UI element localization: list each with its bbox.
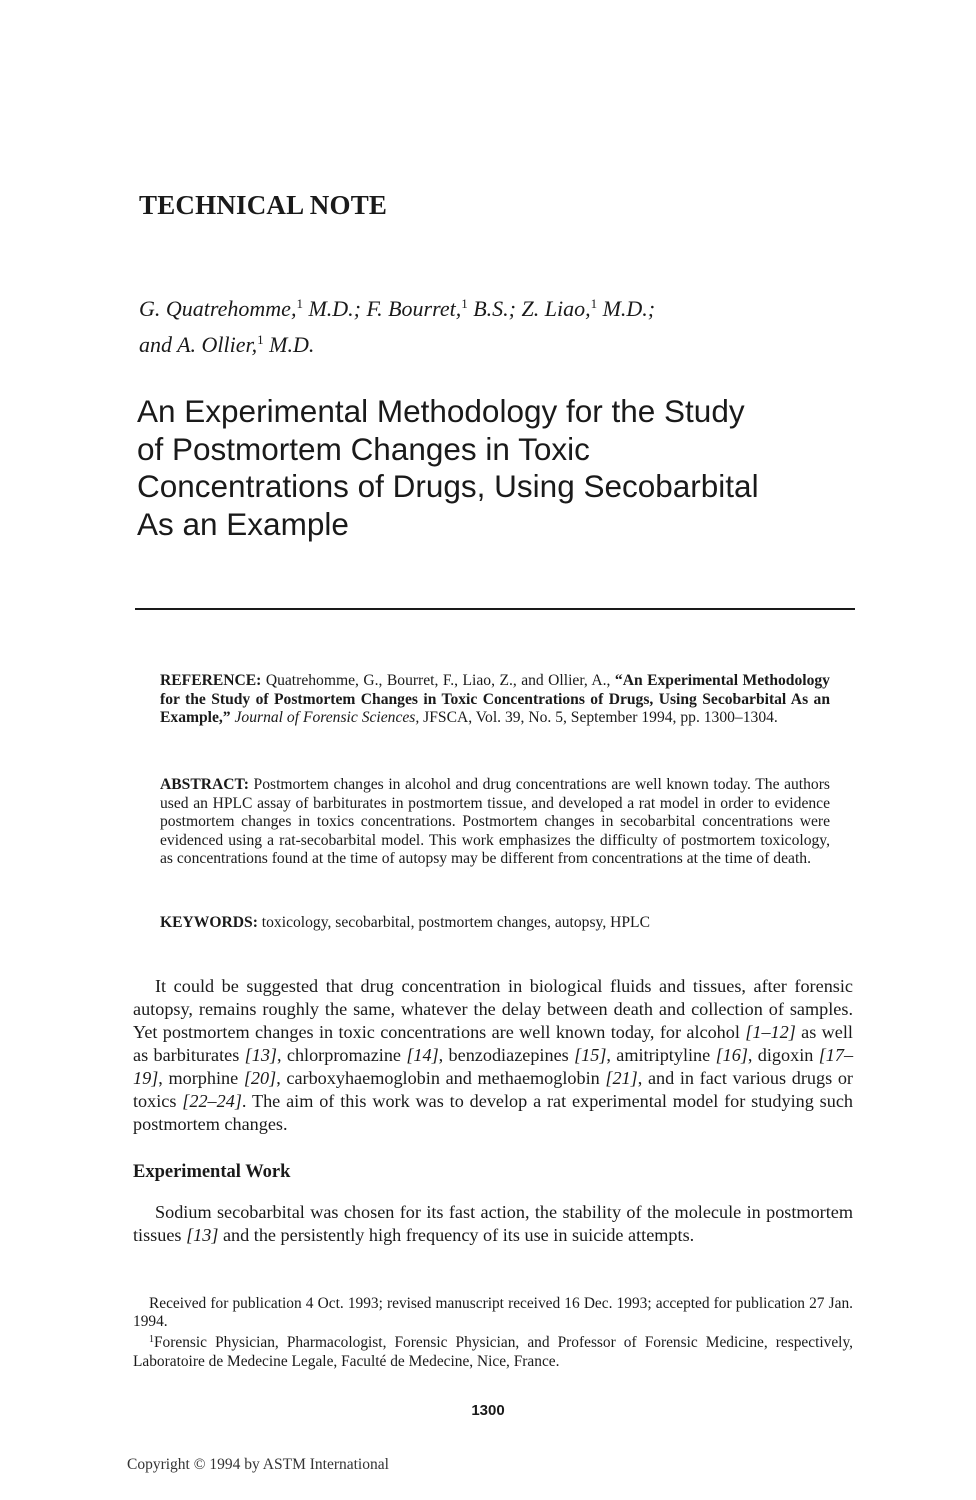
reference-authors: Quatrehomme, G., Bourret, F., Liao, Z., and Ollier, A., bbox=[261, 672, 615, 689]
affiliation-footnote bbox=[133, 1331, 853, 1370]
author-name: F. Bourret, bbox=[360, 296, 462, 321]
affiliation-marker: 1 bbox=[257, 332, 264, 347]
author-name: and A. Ollier, bbox=[139, 332, 258, 357]
citation: [15] bbox=[574, 1045, 607, 1065]
citation: [13] bbox=[244, 1045, 277, 1065]
author-degree: M.D.; bbox=[597, 296, 656, 321]
title-divider bbox=[135, 608, 855, 610]
title-line: An Experimental Methodology for the Study bbox=[137, 393, 745, 429]
affiliation-marker: 1 bbox=[590, 296, 598, 311]
body-text: , digoxin bbox=[747, 1045, 819, 1065]
body-text: It could be suggested that drug concentration in biological fluids and tissues, after forensic autopsy, remains roughly the same, whatever the delay between death and collection of samples. Yet postmortem changes in toxic concentrations are well known today, for alcohol bbox=[133, 976, 853, 1042]
abstract-block bbox=[160, 776, 830, 869]
affiliation-marker: 1 bbox=[296, 296, 303, 311]
keywords-block bbox=[160, 914, 830, 933]
affiliation-marker: 1 bbox=[149, 1334, 154, 1346]
author-name: Z. Liao, bbox=[515, 296, 591, 321]
citation: [21] bbox=[605, 1068, 638, 1088]
reference-journal: Journal of Forensic Sciences, bbox=[230, 709, 420, 727]
body-text: , amitriptyline bbox=[606, 1045, 716, 1065]
body-text: and the persistently high frequency of its use in suicide attempts. bbox=[218, 1225, 695, 1245]
reference-label: REFERENCE: bbox=[160, 672, 262, 689]
reference-details: JFSCA, Vol. 39, No. 5, September 1994, pp. 1300–1304. bbox=[419, 709, 778, 727]
citation: [1–12] bbox=[745, 1022, 796, 1042]
citation: [17–19] bbox=[133, 1045, 854, 1088]
copyright-notice: Copyright © 1994 by ASTM International bbox=[127, 1456, 389, 1473]
title-line: As an Example bbox=[137, 505, 349, 542]
citation: [20] bbox=[243, 1068, 277, 1088]
abstract-text: Postmortem changes in alcohol and drug concentrations are well known today. The authors used an HPLC assay of barbiturates in postmortem tissue, and developed a rat model in order to evidence postmortem changes in toxics concentrations. Postmortem changes in secobarbital concentrations were evidenced using a rat-secobarbital model. This work emphasizes the difficulty of postmortem toxicology, as concentrations found at the time of autopsy may be different from concentrations at the time of death. bbox=[160, 776, 830, 868]
body-text: Sodium secobarbital was chosen for its fast action, the stability of the molecule in postmortem tissues bbox=[133, 1202, 853, 1245]
section-label: TECHNICAL NOTE bbox=[139, 190, 388, 220]
intro-paragraph bbox=[133, 975, 853, 1136]
footnotes bbox=[133, 1295, 853, 1371]
reference-title: “An Experimental Methodology for the Study of Postmortem Changes in Toxic Concentrations of Drugs, Using Secobarbital As an Example,” bbox=[160, 672, 830, 727]
body-text: . The aim of this work was to develop a rat experimental model for studying such postmortem changes. bbox=[133, 1091, 853, 1134]
citation: [14] bbox=[406, 1045, 439, 1065]
title-line: Concentrations of Drugs, Using Secobarbital bbox=[137, 468, 759, 504]
keywords-text: toxicology, secobarbital, postmortem changes, autopsy, HPLC bbox=[257, 914, 650, 931]
body-text: , morphine bbox=[158, 1068, 244, 1088]
keywords-label: KEYWORDS: bbox=[160, 914, 258, 931]
body-text: , and in fact various drugs or toxics bbox=[133, 1068, 853, 1111]
reference-block bbox=[160, 672, 830, 728]
citation: [22–24] bbox=[182, 1091, 242, 1111]
experimental-paragraph bbox=[133, 1201, 853, 1247]
affiliation-marker: 1 bbox=[461, 296, 468, 311]
author-degree: M.D. bbox=[263, 332, 315, 357]
author-list bbox=[139, 288, 899, 360]
title-line: of Postmortem Changes in Toxic bbox=[137, 430, 590, 467]
body-text: , carboxyhaemoglobin and methaemoglobin bbox=[276, 1068, 606, 1088]
author-degree: M.D.; bbox=[302, 296, 361, 321]
affiliation-text: Forensic Physician, Pharmacologist, Forensic Physician, and Professor of Forensic Medicine, respectively, Laboratoire de Medecine Legale, Faculté de Medecine, Nice, France. bbox=[133, 1334, 853, 1370]
citation: [13] bbox=[186, 1225, 219, 1245]
page-number: 1300 bbox=[471, 1402, 505, 1419]
body-text: , chlorpromazine bbox=[277, 1045, 407, 1065]
author-degree: B.S.; bbox=[467, 296, 516, 321]
body-text: as well as barbiturates bbox=[133, 1022, 853, 1065]
author-name: G. Quatrehomme, bbox=[139, 296, 297, 321]
paper-title bbox=[137, 393, 897, 543]
citation: [16] bbox=[715, 1045, 748, 1065]
section-heading: Experimental Work bbox=[133, 1162, 291, 1182]
received-footnote: Received for publication 4 Oct. 1993; revised manuscript received 16 Dec. 1993; accepted for publication 27 Jan. 1994. bbox=[133, 1295, 853, 1331]
body-text: , benzodiazepines bbox=[438, 1045, 575, 1065]
abstract-label: ABSTRACT: bbox=[160, 776, 249, 793]
